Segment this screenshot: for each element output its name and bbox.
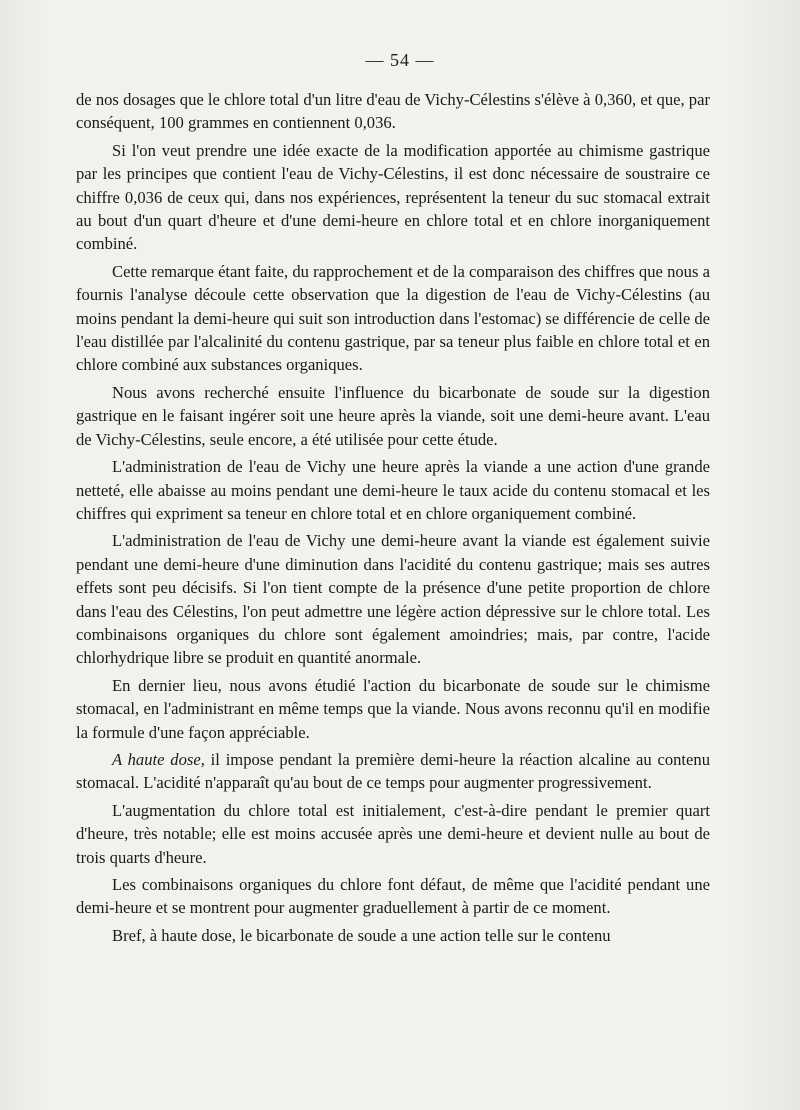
- paragraph: L'augmentation du chlore total est initialement, c'est-à-dire pendant le premier quart d'heure, très notable; elle est moins accusée après une demi-heure et devient nulle au bout de trois quarts d'heure.: [76, 800, 710, 867]
- paragraph: Nous avons recherché ensuite l'influence du bicarbonate de soude sur la digestion gastrique en le faisant ingérer soit une heure après la viande, soit une demi-heure avant. L'eau de Vichy-Célestins, seule encore, a été utilisée pour cette étude.: [76, 382, 710, 449]
- italic-lead: A haute dose,: [112, 749, 205, 769]
- paragraph: [76, 748, 710, 795]
- paragraph: L'administration de l'eau de Vichy une demi-heure avant la viande est également suivie pendant une demi-heure d'une diminution dans l'acidité du contenu gastrique; mais ses autres effets sont peu décisifs. Si l'on tient compte de la présence d'une petite proportion de chlore dans l'eau des Célestins, l'on peut admettre une légère action dépressive sur le chlore total. Les combinaisons organiques du chlore sont également amoindries; mais, par contre, l'acide chlorhydrique libre se produit en quantité anormale.: [76, 531, 710, 668]
- body-text: [76, 88, 710, 951]
- paragraph: de nos dosages que le chlore total d'un litre d'eau de Vichy-Célestins s'élève à 0,360, et que, par conséquent, 100 grammes en contiennent 0,036.: [76, 90, 710, 133]
- paragraph-text: il impose pendant la première demi-heure la réaction alcaline au contenu stomacal. L'acidité n'apparaît qu'au bout de ce temps pour augmenter progressivement.: [76, 749, 710, 793]
- paragraph: L'administration de l'eau de Vichy une heure après la viande a une action d'une grande netteté, elle abaisse au moins pendant une demi-heure le taux acide du contenu stomacal et les chiffres qui expriment sa teneur en chlore total et en chlore organiquement combiné.: [76, 457, 710, 523]
- page-number: — 54 —: [365, 50, 435, 70]
- paragraph: Cette remarque étant faite, du rapprochement et de la comparaison des chiffres que nous a fournis l'analyse découle cette observation que la digestion de l'eau de Vichy-Célestins (au moins pendant la demi-heure qui suit son introduction dans l'estomac) se différencie de celle de l'eau distillée par l'alcalinité du contenu gastrique, par sa teneur plus faible en chlore total et en chlore combiné aux substances organiques.: [76, 261, 710, 375]
- paragraph: Les combinaisons organiques du chlore font défaut, de même que l'acidité pendant une demi-heure et se montrent pour augmenter graduellement à partir de ce moment.: [76, 875, 710, 918]
- paragraph: Si l'on veut prendre une idée exacte de la modification apportée au chimisme gastrique par les principes que contient l'eau de Vichy-Célestins, il est donc nécessaire de soustraire ce chiffre 0,036 de ceux qui, dans nos expériences, représentent la teneur du suc stomacal extrait au bout d'un quart d'heure et d'une demi-heure en chlore total et en chlore inorganiquement combiné.: [76, 140, 710, 254]
- paragraph: Bref, à haute dose, le bicarbonate de soude a une action telle sur le contenu: [112, 925, 611, 945]
- paragraph: En dernier lieu, nous avons étudié l'action du bicarbonate de soude sur le chimisme stomacal, en l'administrant en même temps que la viande. Nous avons reconnu qu'il en modifie la formule d'une façon appréciable.: [76, 675, 710, 742]
